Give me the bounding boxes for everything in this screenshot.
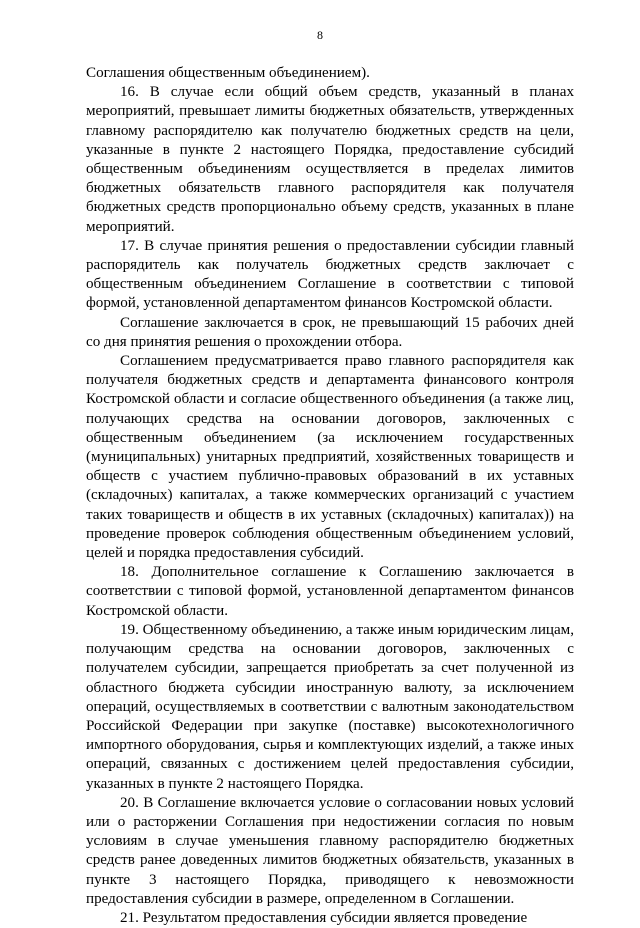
paragraph-continuation: Соглашения общественным объединением).: [86, 65, 370, 81]
paragraph-18: 18. Дополнительное соглашение к Соглашению заключается в соответствии с типовой формой, установленной департаментом финансов Костромской области.: [86, 564, 574, 619]
paragraph-17-rights: Соглашением предусматривается право главного распорядителя как получателя бюджетных средств и департамента финансового контроля Костромской области и согласие общественного объединения (а также лиц, получающих средства на основании договоров, заключенных с общественным объединением (за исключением государственных (муниципальных) унитарных предприятий, хозяйственных товариществ и обществ с участием публично-правовых образований в их уставных (складочных) капиталах, а также коммерческих организаций с участием таких товариществ и обществ в их уставных (складочных) капиталах)) на проведение проверок соблюдения общественным объединением условий, целей и порядка предоставления субсидий.: [86, 353, 574, 562]
paragraph-19: 19. Общественному объединению, а также иным юридическим лицам, получающим средства на основании договоров, заключенных с получателем субсидии, запрещается приобретать за счет полученной из областного бюджета субсидии иностранную валюту, за исключением операций, осуществляемых в соответствии с валютным законодательством Российской Федерации при закупке (поставке) высокотехнологичного импортного оборудования, сырья и комплектующих изделий, а также иных операций, связанных с достижением целей предоставления субсидии, указанных в пункте 2 настоящего Порядка.: [86, 621, 574, 792]
paragraph-16: 16. В случае если общий объем средств, указанный в планах мероприятий, превышает лимиты бюджетных обязательств, утвержденных главному распорядителю как получателю бюджетных средств на цели, указанные в пункте 2 настоящего Порядка, предоставление субсидий общественным объединениям осуществляется в пределах лимитов бюджетных обязательств главного распорядителя как получателя бюджетных средств пропорционально объему средств, указанных в плане мероприятий.: [86, 84, 574, 235]
paragraph-17: 17. В случае принятия решения о предоставлении субсидии главный распорядитель как получатель бюджетных средств заключает с общественным объединением Соглашение в соответствии с типовой формой, установленной департаментом финансов Костромской области.: [86, 237, 574, 312]
page-number: 8: [317, 28, 323, 42]
paragraph-21: 21. Результатом предоставления субсидии является проведение: [120, 909, 528, 926]
paragraph-17-term: Соглашение заключается в срок, не превышающий 15 рабочих дней со дня принятия решения о прохождении отбора.: [86, 314, 574, 350]
document-body: [86, 64, 574, 928]
paragraph-20: 20. В Соглашение включается условие о согласовании новых условий или о расторжении Соглашения при недостижении согласия по новым условиям в случае уменьшения главному распорядителю бюджетных средств ранее доведенных лимитов бюджетных обязательств, указанных в пункте 3 настоящего Порядка, приводящего к невозможности предоставления субсидии в размере, определенном в Соглашении.: [86, 794, 574, 907]
